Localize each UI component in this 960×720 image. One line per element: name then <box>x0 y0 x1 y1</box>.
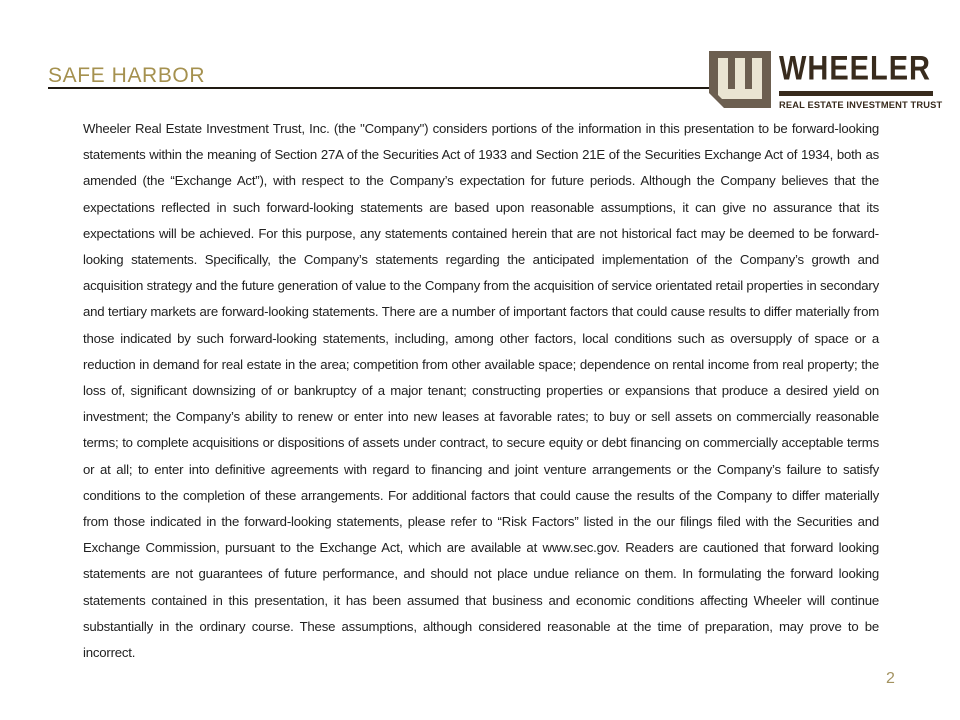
page-number: 2 <box>886 670 895 687</box>
wheeler-monogram-icon <box>709 51 771 108</box>
logo-tagline: REAL ESTATE INVESTMENT TRUST <box>779 100 943 110</box>
logo-wordmark: WHEELER <box>779 49 931 88</box>
page-title: SAFE HARBOR <box>48 64 206 87</box>
safe-harbor-paragraph: Wheeler Real Estate Investment Trust, Inc. (the "Company") considers portions of the information in this presentation to be forward-looking statements within the meaning of Section 27A of the Securities Act of 1933 and Section 21E of the Securities Exchange Act of 1934, both as amended (the “Exchange Act”), with respect to the Company’s expectation for future periods. Although the Company believes that the expectations reflected in such forward-looking statements are based upon reasonable assumptions, it can give no assurance that its expectations will be achieved. For this purpose, any statements contained herein that are not historical fact may be deemed to be forward-looking statements. Specifically, the Company’s statements regarding the anticipated implementation of the Company’s growth and acquisition strategy and the future generation of value to the Company from the acquisition of service orientated retail properties in secondary and tertiary markets are forward-looking statements. There are a number of important factors that could cause results to differ materially from those indicated by such forward-looking statements, including, among other factors, local conditions such as oversupply of space or a reduction in demand for real estate in the area; competition from other available space; dependence on rental income from real property; the loss of, significant downsizing of or bankruptcy of a major tenant; constructing properties or expansions that produce a desired yield on investment; the Company’s ability to renew or enter into new leases at favorable rates; to buy or sell assets on commercially reasonable terms; to complete acquisitions or dispositions of assets under contract, to secure equity or debt financing on commercially acceptable terms or at all; to enter into definitive agreements with regard to financing and joint venture arrangements or the Company’s failure to satisfy conditions to the completion of these arrangements. For additional factors that could cause the results of the Company to differ materially from those indicated in the forward-looking statements, please refer to “Risk Factors” listed in the our filings filed with the Securities and Exchange Commission, pursuant to the Exchange Act, which are available at www.sec.gov. Readers are cautioned that forward looking statements are not guarantees of future performance, and should not place undue reliance on them. In formulating the forward looking statements contained in this presentation, it has been assumed that business and economic conditions affecting Wheeler will continue substantially in the ordinary course. These assumptions, although considered reasonable at the time of preparation, may prove to be incorrect. <box>83 121 879 661</box>
title-underline <box>48 87 710 89</box>
logo-text-block <box>779 49 943 110</box>
wheeler-logo <box>709 49 943 110</box>
